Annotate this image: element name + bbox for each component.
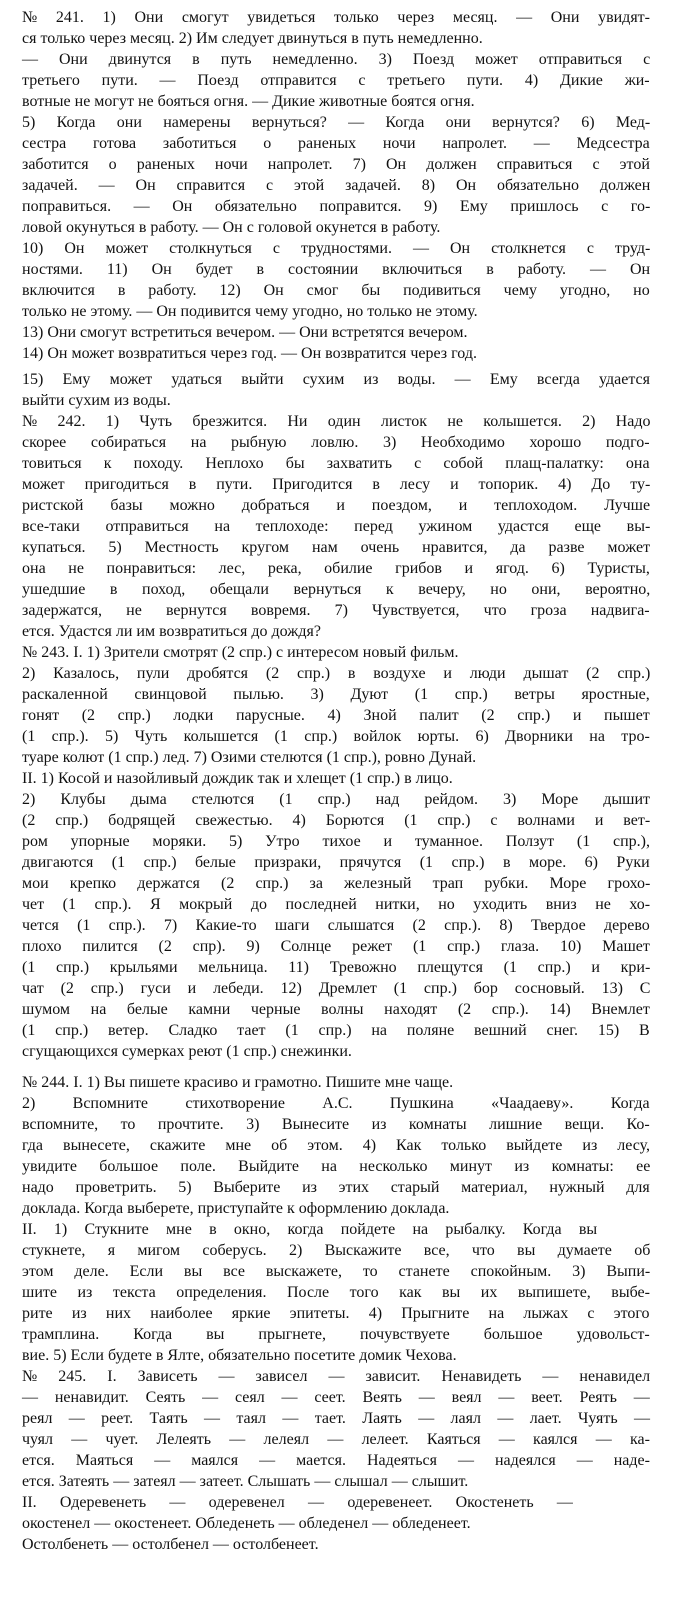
text-line: третьего пути. — Поезд отправится с третьего пути. 4) Дикие жи- [22, 72, 650, 89]
text-line: надо проветрить. 5) Выберите из этих старый материал, нужный для [22, 1179, 650, 1196]
text-line: вие. 5) Если будете в Ялте, обязательно посетите домик Чехова. [22, 1347, 457, 1364]
text-line: доклада. Когда выберете, приступайте к оформлению доклада. [22, 1200, 450, 1217]
text-line: ушедшие в поход, обещали вернуться к вечеру, но они, вероятно, [22, 581, 651, 598]
text-line: — Они двинутся в путь немедленно. 3) Поезд может отправиться с [22, 51, 651, 68]
text-line: 5) Когда они намерены вернуться? — Когда они вернутся? 6) Мед- [22, 114, 651, 131]
text-line: включится в работу. 12) Он смог бы подивиться чему угодно, но [22, 282, 650, 299]
text-line: шите из текста определения. После того как вы их выпишете, выбе- [22, 1284, 650, 1301]
text-line: реял — реет. Таять — таял — тает. Лаять — лаял — лает. Чуять — [22, 1410, 651, 1427]
text-line: задержатся, не вернутся вовремя. 7) Чувствуется, что гроза надвига- [22, 602, 650, 619]
text-line: плохо пилится (2 спр). 9) Солнце режет (1 спр.) глаза. 10) Машет [22, 938, 650, 955]
text-line: купаться. 5) Местность кругом нам очень нравится, да разве может [22, 539, 651, 556]
text-line: II. 1) Стукните мне в окно, когда пойдете на рыбалку. Когда вы [22, 1221, 598, 1238]
text-line: задачей. — Он справится с этой задачей. 8) Он обязательно должен [22, 177, 651, 194]
text-line: сестра готова заботиться о раненых ночи напролет. — Медсестра [22, 135, 650, 152]
text-line: ся только через месяц. 2) Им следует двинуться в путь немедленно. [22, 30, 483, 47]
text-line: ром упорные моряки. 5) Утро тихое и туманное. Ползут (1 спр.), [22, 833, 650, 850]
text-line: двигаются (1 спр.) белые призраки, прячутся (1 спр.) в море. 6) Руки [22, 854, 650, 871]
text-line: увидите большое поле. Выйдите на несколько минут из комнаты: ее [22, 1158, 651, 1175]
text-line: (1 спр.). 5) Чуть колышется (1 спр.) войлок юрты. 6) Дворники на тро- [22, 728, 650, 745]
text-line: ется. Удастся ли им возвратиться до дождя? [22, 623, 321, 640]
text-line: чуял — чует. Лелеять — лелеял — лелеет. Каяться — каялся — ка- [22, 1431, 650, 1448]
text-line: может пригодиться в пути. Пригодится в лесу и топорик. 4) До ту- [22, 476, 651, 493]
text-line: № 243. I. 1) Зрители смотрят (2 спр.) с интересом новый фильм. [22, 644, 459, 661]
text-line: ется. Маяться — маялся — мается. Надеяться — надеялся — наде- [22, 1452, 650, 1469]
text-line: этом деле. Если вы все выскажете, то станете спокойным. 3) Выпи- [22, 1263, 651, 1280]
text-line: мои крепко держатся (2 спр.) за железный трап рубки. Море грохо- [22, 875, 651, 892]
text-line: товиться к походу. Неплохо бы захватить с собой плащ-палатку: она [22, 455, 650, 472]
text-line: 10) Он может столкнуться с трудностями. — Он столкнется с труд- [22, 240, 651, 257]
text-line: гонят (2 спр.) лодки парусные. 4) Зной палит (2 спр.) и пышет [22, 707, 650, 724]
text-line: 13) Они смогут встретиться вечером. — Они встретятся вечером. [22, 324, 468, 341]
text-line: чет (1 спр.). Я мокрый до последней нитки, но уходить вниз не хо- [22, 896, 651, 913]
text-line: гда вынесете, скажите мне об этом. 4) Как только выйдете из лесу, [22, 1137, 651, 1154]
text-line: чат (2 спр.) гуси и лебеди. 12) Дремлет (1 спр.) бор сосновый. 13) С [22, 980, 651, 997]
text-line: скорее собираться на рыбную ловлю. 3) Необходимо хорошо подго- [22, 434, 650, 451]
text-line: 15) Ему может удаться выйти сухим из воды. — Ему всегда удается [22, 371, 650, 388]
text-line: Остолбенеть — остолбенел — остолбенеет. [22, 1536, 319, 1553]
text-line: вспомните, то прочтите. 3) Вынесите из комнаты лишние вещи. Ко- [22, 1116, 650, 1133]
text-line: (2 спр.) бодрящей свежестью. 4) Борются (1 спр.) с волнами и вет- [22, 812, 651, 829]
text-line: только не этому. — Он подивится чему угодно, но только не этому. [22, 303, 478, 320]
text-line: раскаленной свинцовой пылью. 3) Дуют (1 спр.) ветры яростные, [22, 686, 650, 703]
text-line: 2) Клубы дыма стелются (1 спр.) над рейдом. 3) Море дышит [22, 791, 651, 808]
text-line: окостенел — окостенеет. Обледенеть — обледенел — обледенеет. [22, 1515, 471, 1532]
text-line: ностями. 11) Он будет в состоянии включиться в работу. — Он [22, 261, 651, 278]
text-line: все-таки отправиться на теплоходе: перед ужином удастся еще вы- [22, 518, 651, 535]
text-line: ристской базы можно добраться и поездом, и теплоходом. Лучше [22, 497, 651, 514]
text-line: вотные не могут не бояться огня. — Дикие животные боятся огня. [22, 93, 475, 110]
text-line: № 242. 1) Чуть брезжится. Ни один листок не колышется. 2) Надо [22, 413, 651, 430]
text-line: № 241. 1) Они смогут увидеться только через месяц. — Они увидят- [22, 9, 651, 26]
text-line: 2) Вспомните стихотворение А.С. Пушкина «Чаадаеву». Когда [22, 1095, 650, 1112]
text-line: туаре колют (1 спр.) лед. 7) Озими стелются (1 спр.), ровно Дунай. [22, 749, 477, 766]
text-line: ловой окунуться в работу. — Он с головой окунется в работу. [22, 219, 441, 236]
text-line: II. 1) Косой и назойливый дождик так и хлещет (1 спр.) в лицо. [22, 770, 453, 787]
text-line: трамплина. Когда вы прыгнете, почувствуете большое удовольст- [22, 1326, 650, 1343]
text-line: рите из них наиболее яркие эпитеты. 4) Прыгните на лыжах с этого [22, 1305, 650, 1322]
text-line: 14) Он может возвратиться через год. — Он возвратится через год. [22, 345, 477, 362]
text-line: сгущающихся сумерках реют (1 спр.) снежинки. [22, 1043, 352, 1060]
text-line: стукнете, я мигом соберусь. 2) Выскажите все, что вы думаете об [22, 1242, 651, 1259]
text-line: ется. Затеять — затеял — затеет. Слышать — слышал — слышит. [22, 1473, 469, 1490]
text-line: шумом на белые камни черные волны находят (2 спр.). 14) Внемлет [22, 1001, 650, 1018]
text-line: выйти сухим из воды. [22, 392, 171, 409]
text-line: (1 спр.) крыльями мельница. 11) Тревожно плещутся (1 спр.) и кри- [22, 959, 651, 976]
text-line: поправиться. — Он обязательно поправится. 9) Ему пришлось с го- [22, 198, 651, 215]
text-line: заботится о раненых ночи напролет. 7) Он должен справиться с этой [22, 156, 650, 173]
text-line: — ненавидит. Сеять — сеял — сеет. Веять — веял — веет. Реять — [22, 1389, 650, 1406]
text-line: чется (1 спр.). 7) Какие-то шаги слышатся (2 спр.). 8) Твердое дерево [22, 917, 650, 934]
text-line: 2) Казалось, пули дробятся (2 спр.) в воздухе и люди дышат (2 спр.) [22, 665, 651, 682]
text-line: № 244. I. 1) Вы пишете красиво и грамотно. Пишите мне чаще. [22, 1074, 454, 1091]
text-line: II. Одеревенеть — одеревенел — одеревенеет. Окостенеть — [22, 1494, 573, 1511]
text-line: (1 спр.) ветер. Сладко тает (1 спр.) на поляне вешний снег. 15) В [22, 1022, 650, 1039]
text-line: № 245. I. Зависеть — зависел — зависит. Ненавидеть — ненавидел [22, 1368, 651, 1385]
text-line: она не понравиться: лес, река, обилие грибов и ягод. 6) Туристы, [22, 560, 650, 577]
